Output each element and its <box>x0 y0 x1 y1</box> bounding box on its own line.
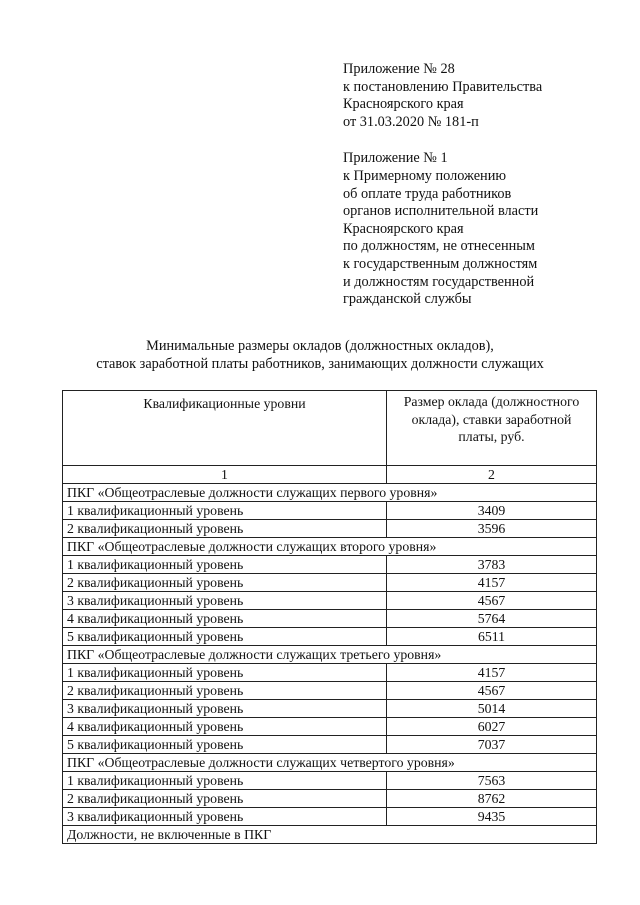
salary-value-cell: 3409 <box>387 502 597 520</box>
group-header-row <box>63 538 597 556</box>
table-row <box>63 790 597 808</box>
appendix-line: и должностям государственной <box>343 273 535 290</box>
table-header-row <box>63 391 597 466</box>
salary-value-cell: 8762 <box>387 790 597 808</box>
group-header-row <box>63 646 597 664</box>
table-row <box>63 502 597 520</box>
salary-value-cell: 4157 <box>387 574 597 592</box>
salary-value-cell: 4567 <box>387 592 597 610</box>
footer-row <box>63 826 597 844</box>
header-qualification-levels: Квалификационные уровни <box>63 391 387 466</box>
table-row <box>63 592 597 610</box>
column-number-1: 1 <box>63 466 387 484</box>
qualification-level-cell: 3 квалификационный уровень <box>63 700 387 718</box>
appendix-line: Приложение № 28 <box>343 61 455 77</box>
salary-value-cell: 5014 <box>387 700 597 718</box>
appendix-line: к государственным должностям <box>343 255 538 272</box>
appendix-line: от 31.03.2020 № 181-п <box>343 113 479 130</box>
qualification-level-cell: 4 квалификационный уровень <box>63 718 387 736</box>
salary-value-cell: 4567 <box>387 682 597 700</box>
appendix-line: гражданской службы <box>343 291 472 308</box>
table-row <box>63 736 597 754</box>
title-line-1: Минимальные размеры окладов (должностных окладов), <box>146 338 494 354</box>
table-row <box>63 682 597 700</box>
salary-value-cell: 6027 <box>387 718 597 736</box>
salary-value-cell: 5764 <box>387 610 597 628</box>
qualification-level-cell: 3 квалификационный уровень <box>63 808 387 826</box>
salary-value-cell: 9435 <box>387 808 597 826</box>
appendix-header <box>343 61 542 309</box>
qualification-level-cell: 1 квалификационный уровень <box>63 772 387 790</box>
column-number-row <box>63 466 597 484</box>
qualification-level-cell: 5 квалификационный уровень <box>63 628 387 646</box>
group-header-row <box>63 484 597 502</box>
appendix-line: к постановлению Правительства <box>343 78 543 95</box>
qualification-level-cell: 1 квалификационный уровень <box>63 502 387 520</box>
table-row <box>63 718 597 736</box>
column-number-2: 2 <box>387 466 597 484</box>
salary-value-cell: 7563 <box>387 772 597 790</box>
qualification-level-cell: 4 квалификационный уровень <box>63 610 387 628</box>
salary-value-cell: 3783 <box>387 556 597 574</box>
group-title: ПКГ «Общеотраслевые должности служащих четвертого уровня» <box>63 754 597 772</box>
appendix-line: органов исполнительной власти <box>343 203 539 220</box>
group-title: ПКГ «Общеотраслевые должности служащих второго уровня» <box>63 538 597 556</box>
table-row <box>63 574 597 592</box>
non-pkg-positions-row: Должности, не включенные в ПКГ <box>63 826 597 844</box>
qualification-level-cell: 1 квалификационный уровень <box>63 556 387 574</box>
qualification-level-cell: 5 квалификационный уровень <box>63 736 387 754</box>
group-title: ПКГ «Общеотраслевые должности служащих третьего уровня» <box>63 646 597 664</box>
qualification-level-cell: 2 квалификационный уровень <box>63 520 387 538</box>
qualification-level-cell: 2 квалификационный уровень <box>63 790 387 808</box>
qualification-level-cell: 2 квалификационный уровень <box>63 682 387 700</box>
salary-table <box>62 390 597 844</box>
salary-value-cell: 4157 <box>387 664 597 682</box>
group-header-row <box>63 754 597 772</box>
table-row <box>63 610 597 628</box>
group-title: ПКГ «Общеотраслевые должности служащих первого уровня» <box>63 484 597 502</box>
document-title <box>0 338 640 373</box>
qualification-level-cell: 1 квалификационный уровень <box>63 664 387 682</box>
qualification-level-cell: 3 квалификационный уровень <box>63 592 387 610</box>
appendix-line: по должностям, не отнесенным <box>343 238 535 255</box>
title-line-2: ставок заработной платы работников, занимающих должности служащих <box>96 355 544 372</box>
appendix-line: Приложение № 1 <box>343 150 448 167</box>
appendix-line: к Примерному положению <box>343 167 507 184</box>
appendix-line: Красноярского края <box>343 220 464 237</box>
salary-value-cell: 3596 <box>387 520 597 538</box>
table-row <box>63 808 597 826</box>
salary-value-cell: 7037 <box>387 736 597 754</box>
qualification-level-cell: 2 квалификационный уровень <box>63 574 387 592</box>
table-row <box>63 700 597 718</box>
table-row <box>63 520 597 538</box>
salary-value-cell: 6511 <box>387 628 597 646</box>
table-row <box>63 556 597 574</box>
spacer <box>343 131 542 150</box>
appendix-line: об оплате труда работников <box>343 185 512 202</box>
header-salary-size: Размер оклада (должностного оклада), ставки заработной платы, руб. <box>387 391 597 466</box>
table-row <box>63 772 597 790</box>
table-row <box>63 628 597 646</box>
table-row <box>63 664 597 682</box>
appendix-line: Красноярского края <box>343 96 464 113</box>
salary-table-body <box>63 391 597 844</box>
